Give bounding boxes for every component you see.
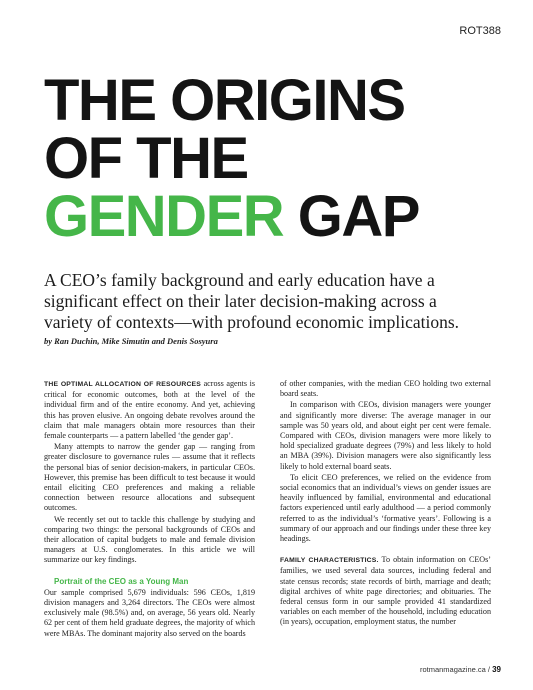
- right-paragraph-4-text: To obtain information on CEOs’ families, we used several data sources, including federal and state census records; state records of birth, marriage and death; digital archives of white page directories; and obituaries. The federal census form in our sample provided 41 standardized variables on each member of the household, including education (in years), occupation, employment status, the number: [280, 555, 492, 627]
- headline-line-3: [44, 184, 514, 249]
- page-footer: [420, 665, 501, 674]
- page-number: 39: [492, 665, 501, 674]
- left-paragraph-3: We recently set out to tackle this challenge by studying and comparing two things: the personal backgrounds of CEOs and their allocation of capital budgets to male and female division managers at U.S. conglomerates. In this article we will summarize our key findings.: [44, 514, 255, 565]
- right-paragraph-2: In comparison with CEOs, division managers were younger and significantly more diverse: The average manager in our sample was 50 years old, and about eight per cent were female. Compared with CEOs, division managers were more likely to hold specialized graduate degrees (79%) and less likely to hold an MBA (39%). Division managers were also significantly less likely to hold external board seats.: [280, 400, 491, 471]
- page-code: ROT388: [459, 25, 501, 37]
- headline: [44, 68, 514, 249]
- right-paragraph-4: [280, 555, 491, 627]
- left-paragraph-1-text: across agents is critical for economic outcomes, both at the level of the individual firm and of the entire economy. And yet, achieving this has proven elusive. An ongoing debate revolves around the claim that male managers obtain more resources than their female counterparts — a pattern labelled ‘the gender gap’.: [44, 379, 255, 441]
- lead-in: THE OPTIMAL ALLOCATION OF RESOURCES: [44, 381, 202, 388]
- headline-line-2: OF THE: [44, 126, 248, 191]
- left-paragraph-1: [44, 379, 255, 441]
- headline-black-word: GAP: [297, 184, 419, 249]
- section-subhead: Portrait of the CEO as a Young Man: [54, 576, 189, 586]
- left-column: [44, 379, 255, 639]
- left-paragraph-4: Our sample comprised 5,679 individuals: 596 CEOs, 1,819 division managers and 3,264 directors. The CEOs were almost exclusively male (98.5%) and, on average, 56 years old. Nearly 62 per cent of them held graduate degrees, the majority of which were MBAs. The dominant majority also served on the boards: [44, 587, 255, 638]
- right-paragraph-3: To elicit CEO preferences, we relied on the evidence from social economics that an individual’s views on gender issues are heavily influenced by familial, environmental and educational factors experienced until early adulthood — a period commonly referred to as the individual’s ‘formative years’. Following is a summary of our approach and our findings under these three key headings.: [280, 472, 491, 544]
- left-paragraph-2: Many attempts to narrow the gender gap — ranging from greater disclosure to governance rules — assume that it reflects the personal bias of senior decision-makers, in particular CEOs. However, this premise has been difficult to test because it would entail eliciting CEO preferences and making a reliable connection between resource allocations and subsequent outcomes.: [44, 442, 255, 513]
- headline-green-word: GENDER: [44, 184, 284, 249]
- headline-line-1: THE ORIGINS: [44, 68, 405, 133]
- family-lead-in: FAMILY CHARACTERISTICS.: [280, 557, 379, 565]
- footer-site: rotmanmagazine.ca /: [419, 665, 490, 674]
- dek: A CEO’s family background and early education have a significant effect on their later decision-making across a variety of contexts—with profound economic implications.: [44, 270, 460, 332]
- right-column: [280, 379, 491, 628]
- right-paragraph-1: of other companies, with the median CEO holding two external board seats.: [280, 379, 491, 399]
- byline: by Ran Duchin, Mike Simutin and Denis Sosyura: [44, 336, 218, 346]
